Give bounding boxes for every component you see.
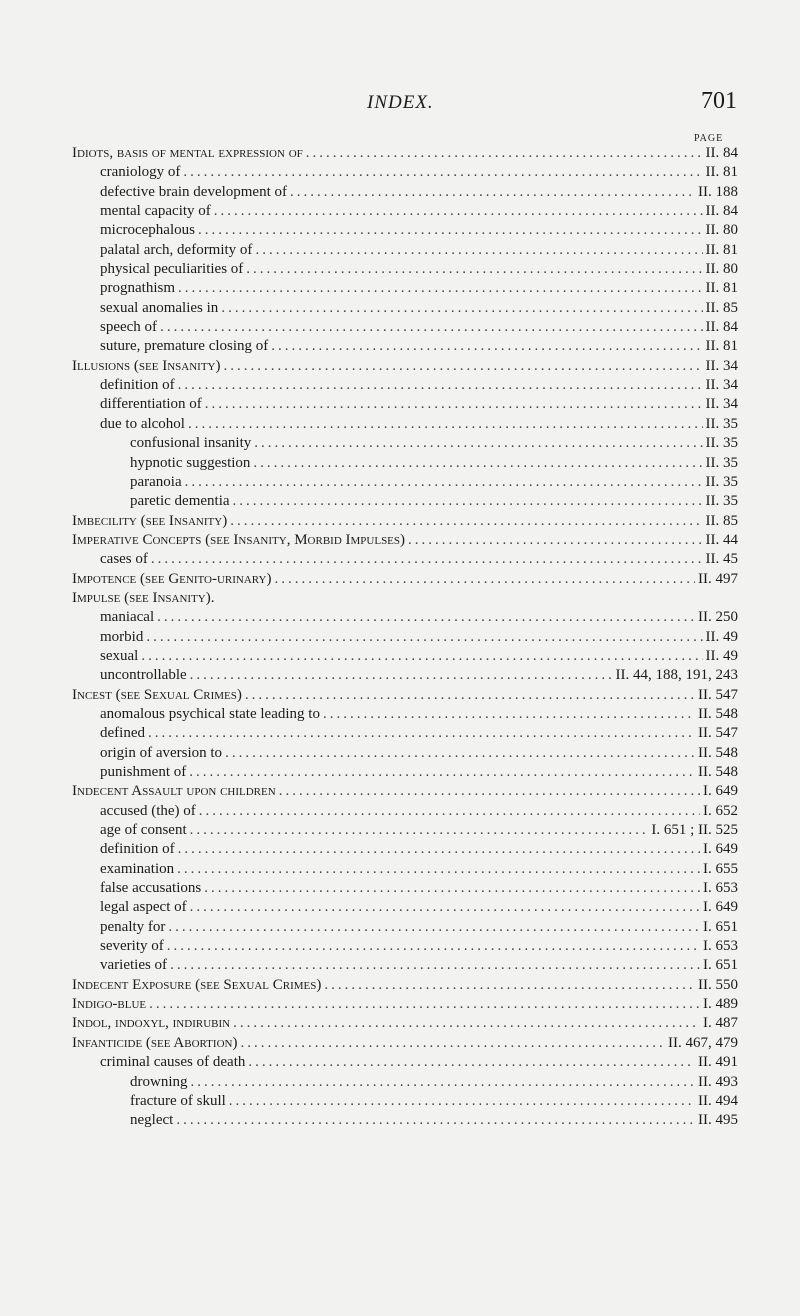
dot-leader: [271, 337, 702, 356]
dot-leader: [146, 628, 702, 647]
dot-leader: [190, 821, 649, 840]
page-reference: II. 188: [698, 183, 738, 200]
index-entry: [72, 976, 738, 995]
dot-leader: [190, 666, 613, 685]
index-term: penalty for: [100, 918, 166, 935]
dot-leader: [214, 202, 703, 221]
index-term: drowning: [130, 1073, 188, 1090]
page-reference: II. 34: [705, 357, 738, 374]
index-term: definition of: [100, 377, 175, 394]
index-entry: [72, 512, 738, 531]
dot-leader: [255, 241, 702, 260]
dot-leader: [185, 473, 703, 492]
dot-leader: [148, 724, 695, 743]
index-term: hypnotic suggestion: [130, 454, 251, 471]
page-reference: II. 81: [705, 338, 738, 355]
page-reference: I. 652: [703, 802, 738, 819]
index-entry: [72, 163, 738, 182]
page-reference: I. 649: [703, 841, 738, 858]
page-reference: II. 548: [698, 764, 738, 780]
index-entry: [72, 183, 738, 202]
index-term: morbid: [100, 628, 144, 645]
dot-leader: [178, 840, 700, 859]
dot-leader: [253, 454, 702, 473]
index-entry: [72, 376, 738, 395]
dot-leader: [199, 802, 700, 821]
index-entry: [72, 434, 738, 453]
page-reference: II. 81: [705, 164, 738, 181]
index-term: definition of: [100, 841, 175, 858]
page-reference: II. 49: [705, 628, 738, 645]
page-reference: II. 35: [705, 435, 738, 452]
page-reference: II. 491: [698, 1054, 738, 1071]
index-term: examination: [100, 860, 175, 877]
index-term: craniology of: [100, 164, 181, 181]
index-term: speech of: [100, 319, 158, 336]
index-entry: [72, 260, 738, 279]
index-term: Indecent Assault upon children: [72, 783, 276, 800]
index-entry: [72, 395, 738, 414]
index-term: Imbecility (see Insanity): [72, 512, 228, 529]
dot-leader: [167, 937, 700, 956]
index-term: Indigo-blue: [72, 996, 147, 1013]
index-entry: [72, 724, 738, 743]
index-term: severity of: [100, 938, 164, 955]
index-entry: [72, 666, 738, 685]
page-reference: I. 649: [703, 783, 738, 800]
index-entry: [72, 299, 738, 318]
index-term: Indecent Exposure (see Sexual Crimes): [72, 976, 322, 993]
dot-leader: [230, 512, 702, 531]
index-term: suture, premature closing of: [100, 338, 269, 355]
page-reference: II. 34: [705, 377, 738, 394]
index-entry: [72, 956, 738, 975]
page-reference: II. 495: [698, 1112, 738, 1129]
page-reference: II. 49: [705, 647, 738, 664]
page-reference: II. 548: [698, 744, 738, 761]
page-reference: II. 44, 188, 191, 243: [615, 667, 738, 684]
page-reference: II. 494: [698, 1092, 738, 1109]
index-entry: [72, 1111, 738, 1130]
dot-leader: [223, 357, 702, 376]
dot-leader: [240, 1034, 665, 1053]
index-term: Infanticide (see Abortion): [72, 1034, 238, 1051]
dot-leader: [324, 976, 695, 995]
page-reference: II. 81: [705, 280, 738, 297]
page-reference: II. 84: [705, 203, 738, 220]
index-entry: [72, 473, 738, 492]
index-term: sexual anomalies in: [100, 299, 219, 316]
index-term: Imperative Concepts (see Insanity, Morbid Impulses): [72, 531, 406, 548]
dot-leader: [170, 956, 700, 975]
page-reference: II. 85: [705, 299, 738, 316]
index-term: defined: [100, 725, 145, 742]
index-entry: [72, 1014, 738, 1033]
page-reference: I. 651 ; II. 525: [651, 822, 738, 839]
index-entry: [72, 705, 738, 724]
index-entry: [72, 898, 738, 917]
dot-leader: [279, 782, 700, 801]
dot-leader: [177, 860, 700, 879]
page-reference: II. 547: [698, 686, 738, 703]
page-reference: II. 250: [698, 609, 738, 626]
dot-leader: [274, 570, 695, 589]
index-entry: [72, 221, 738, 240]
dot-leader: [245, 686, 695, 705]
page-reference: II. 81: [705, 241, 738, 258]
page-reference: I. 653: [703, 880, 738, 897]
dot-leader: [204, 879, 700, 898]
index-entry: [72, 279, 738, 298]
index-entry: [72, 802, 738, 821]
index-entry: [72, 782, 738, 801]
index-entries: [72, 144, 738, 1131]
index-term: punishment of: [100, 764, 187, 780]
index-term: criminal causes of death: [100, 1054, 246, 1071]
dot-leader: [198, 221, 703, 240]
index-term: Indol, indoxyl, indirubin: [72, 1015, 231, 1032]
index-term: neglect: [130, 1112, 174, 1129]
dot-leader: [157, 608, 695, 627]
dot-leader: [160, 318, 702, 337]
index-term: sexual: [100, 647, 139, 664]
page-reference: II. 548: [698, 705, 738, 722]
page-reference: II. 85: [705, 512, 738, 529]
page-reference: II. 547: [698, 725, 738, 742]
index-term: defective brain development of: [100, 183, 288, 200]
page-reference: I. 651: [703, 957, 738, 974]
index-entry: [72, 357, 738, 376]
index-entry: [72, 531, 738, 550]
index-entry: [72, 840, 738, 859]
index-entry: [72, 202, 738, 221]
index-entry: [72, 995, 738, 1014]
dot-leader: [233, 1014, 700, 1033]
dot-leader: [190, 898, 700, 917]
dot-leader: [205, 395, 703, 414]
dot-leader: [254, 434, 702, 453]
index-entry: [72, 1073, 738, 1092]
index-term: Illusions (see Insanity): [72, 357, 221, 374]
page-reference: II. 35: [705, 493, 738, 510]
index-entry: [72, 879, 738, 898]
page-reference: II. 84: [705, 145, 738, 161]
index-term: uncontrollable: [100, 667, 187, 684]
page-reference: II. 44: [705, 531, 738, 548]
index-entry: [72, 744, 738, 763]
dot-leader: [168, 918, 700, 937]
page-header: [0, 88, 800, 122]
dot-leader: [151, 550, 703, 569]
page-reference: II. 84: [705, 319, 738, 336]
index-term: paretic dementia: [130, 493, 230, 510]
index-entry: [72, 860, 738, 879]
page-reference: II. 80: [705, 261, 738, 278]
index-term: Impotence (see Genito-urinary): [72, 570, 272, 587]
index-term: cases of: [100, 551, 148, 568]
dot-leader: [246, 260, 702, 279]
dot-leader: [221, 299, 702, 318]
index-term: Impulse (see Insanity).: [72, 589, 215, 606]
page-reference: II. 45: [705, 551, 738, 568]
index-entry: [72, 454, 738, 473]
dot-leader: [229, 1092, 695, 1111]
index-entry: [72, 144, 738, 163]
page-reference: II. 497: [698, 570, 738, 587]
index-entry: [72, 570, 738, 589]
index-term: due to alcohol: [100, 415, 185, 432]
index-entry: [72, 415, 738, 434]
page-reference: I. 487: [703, 1015, 738, 1032]
index-entry: [72, 589, 738, 608]
running-title: INDEX.: [367, 92, 434, 113]
page-reference: II. 493: [698, 1073, 738, 1090]
index-term: prognathism: [100, 280, 175, 297]
index-term: paranoia: [130, 473, 182, 490]
page-reference: II. 34: [705, 396, 738, 413]
index-entry: [72, 763, 738, 782]
page-reference: I. 655: [703, 860, 738, 877]
index-term: Idiots, basis of mental expression of: [72, 145, 303, 161]
index-entry: [72, 821, 738, 840]
index-term: anomalous psychical state leading to: [100, 705, 320, 722]
page-column-heading: PAGE: [694, 133, 724, 144]
index-entry: [72, 318, 738, 337]
index-entry: [72, 492, 738, 511]
dot-leader: [248, 1053, 695, 1072]
page-reference: II. 35: [705, 473, 738, 490]
page-reference: I. 653: [703, 938, 738, 955]
dot-leader: [191, 1073, 696, 1092]
index-term: Incest (see Sexual Crimes): [72, 686, 242, 703]
dot-leader: [149, 995, 700, 1014]
index-term: microcephalous: [100, 222, 195, 239]
index-entry: [72, 337, 738, 356]
dot-leader: [188, 415, 703, 434]
index-entry: [72, 918, 738, 937]
page-reference: I. 489: [703, 996, 738, 1013]
dot-leader: [183, 163, 702, 182]
dot-leader: [408, 531, 702, 550]
page-reference: II. 35: [705, 415, 738, 432]
dot-leader: [178, 279, 703, 298]
index-term: varieties of: [100, 957, 168, 974]
index-entry: [72, 937, 738, 956]
index-term: origin of aversion to: [100, 744, 223, 761]
index-term: accused (the) of: [100, 802, 196, 819]
index-entry: [72, 1034, 738, 1053]
index-entry: [72, 608, 738, 627]
dot-leader: [323, 705, 695, 724]
index-entry: [72, 550, 738, 569]
dot-leader: [141, 647, 702, 666]
dot-leader: [225, 744, 695, 763]
index-term: confusional insanity: [130, 435, 252, 452]
dot-leader: [306, 144, 703, 163]
index-entry: [72, 686, 738, 705]
page-reference: II. 35: [705, 454, 738, 471]
index-term: mental capacity of: [100, 203, 211, 220]
page-reference: I. 649: [703, 899, 738, 916]
dot-leader: [176, 1111, 695, 1130]
page-number: 701: [701, 88, 737, 114]
page-reference: II. 550: [698, 976, 738, 993]
page-reference: II. 80: [705, 222, 738, 239]
index-term: age of consent: [100, 822, 187, 839]
index-entry: [72, 647, 738, 666]
index-entry: [72, 241, 738, 260]
index-term: physical peculiarities of: [100, 261, 244, 278]
index-entry: [72, 1053, 738, 1072]
index-term: maniacal: [100, 609, 155, 626]
page-reference: II. 467, 479: [668, 1034, 738, 1051]
index-entry: [72, 1092, 738, 1111]
dot-leader: [290, 183, 695, 202]
index-term: palatal arch, deformity of: [100, 241, 253, 258]
dot-leader: [178, 376, 703, 395]
dot-leader: [233, 492, 703, 511]
dot-leader: [189, 763, 695, 782]
index-term: legal aspect of: [100, 899, 187, 916]
index-entry: [72, 628, 738, 647]
page-reference: I. 651: [703, 918, 738, 935]
index-term: differentiation of: [100, 396, 202, 413]
index-term: fracture of skull: [130, 1092, 226, 1109]
index-term: false accusations: [100, 880, 202, 897]
